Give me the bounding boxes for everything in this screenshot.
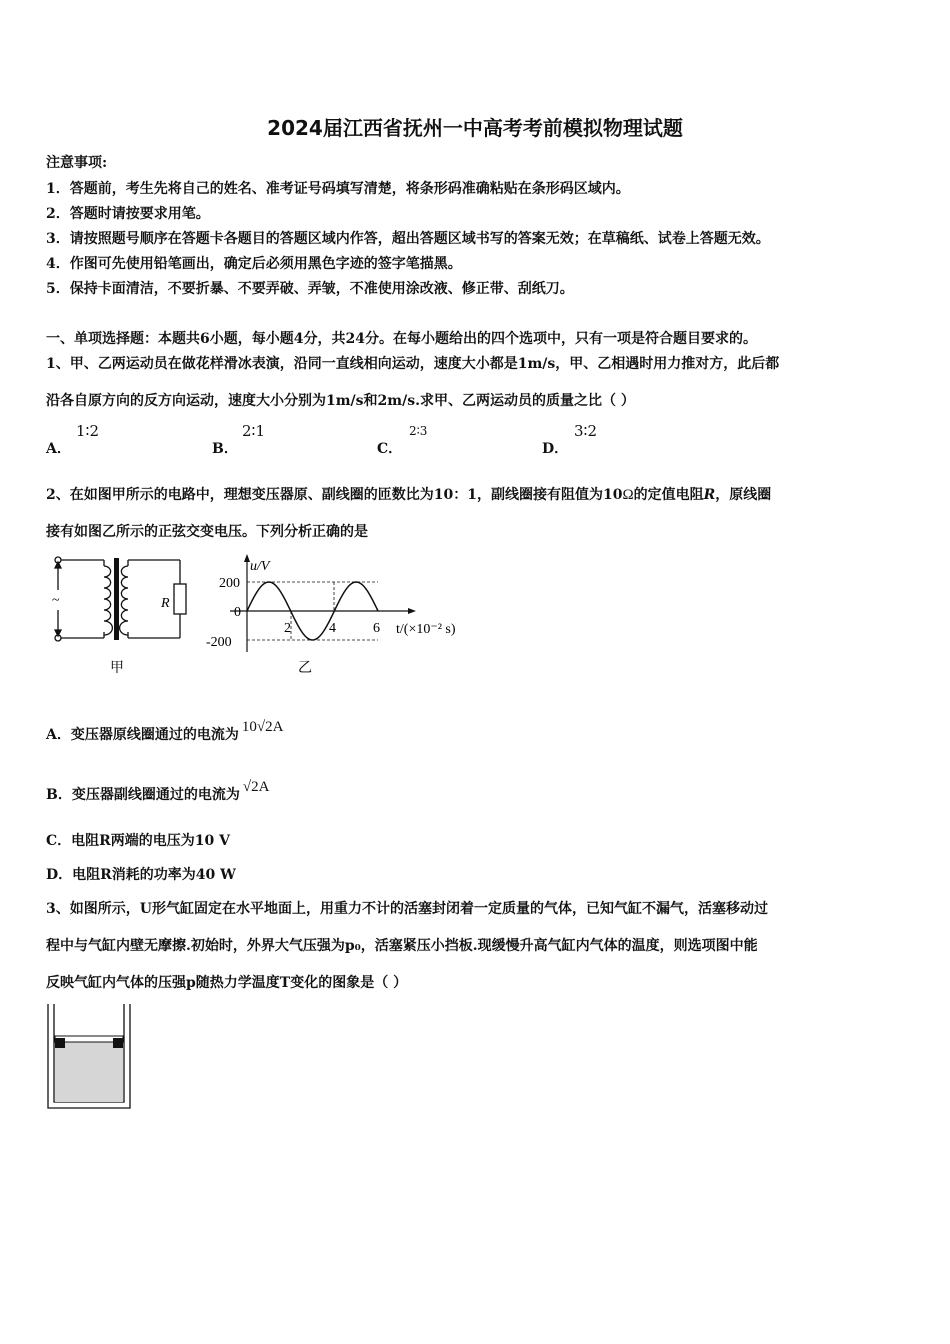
x-tick-label: 2 — [284, 621, 291, 636]
notice-item: 3．请按照题号顺序在答题卡各题目的答题区域内作答，超出答题区域书写的答案无效；在草稿纸、试卷上答题无效。 — [46, 231, 770, 247]
option-value: 1∶2 — [76, 422, 99, 440]
y-tick-label: -200 — [206, 635, 232, 650]
x-axis-arrow — [408, 608, 416, 614]
notice-heading: 注意事项: — [46, 155, 108, 171]
enclosed-gas — [55, 1038, 123, 1102]
piston — [55, 1036, 123, 1042]
x-tick-label: 6 — [373, 621, 380, 636]
option-value: 2∶1 — [242, 422, 265, 440]
graph-caption: 乙 — [298, 660, 312, 676]
circuit-caption: 甲 — [110, 660, 124, 676]
q2-stem-line1 — [46, 484, 771, 504]
secondary-coil — [120, 566, 128, 635]
q3-stem-line2: 程中与气缸内壁无摩擦.初始时，外界大气压强为p₀，活塞紧压小挡板.现缓慢升高气缸内气体的温度，则选项图中能 — [46, 938, 758, 954]
y-axis-label: u/V — [250, 559, 270, 574]
stopper-left — [55, 1038, 65, 1048]
q2-option-a[interactable] — [46, 719, 284, 744]
resistor — [174, 584, 186, 614]
option-label: C． — [377, 441, 403, 457]
x-tick-label: 4 — [329, 621, 336, 636]
option-value: 2∶3 — [409, 424, 428, 438]
resistor-symbol: R — [703, 487, 716, 503]
q2-text: 的定值电阻 — [633, 487, 704, 503]
notice-item: 2．答题时请按要求用笔。 — [46, 206, 210, 222]
q1-option-a[interactable] — [46, 422, 99, 458]
iron-core — [114, 558, 119, 640]
option-value: 10√2A — [241, 719, 284, 735]
option-label: A．变压器原线圈通过的电流为 — [46, 727, 239, 743]
q2-stem-line2: 接有如图乙所示的正弦交变电压。下列分析正确的是 — [46, 524, 368, 540]
y-tick-label: 200 — [219, 576, 240, 591]
q3-stem-line3: 反映气缸内气体的压强p随热力学温度T变化的图象是（ ） — [46, 975, 408, 991]
q1-stem-line1: 1、甲、乙两运动员在做花样滑冰表演，沿同一直线相向运动，速度大小都是1m/s，甲、乙相遇时用力推对方，此后都 — [46, 356, 780, 372]
q3-stem-line1: 3、如图所示，U形气缸固定在水平地面上，用重力不计的活塞封闭着一定质量的气体，已知气缸不漏气，活塞移动过 — [46, 901, 768, 917]
q2-text: ，原线圈 — [715, 487, 772, 503]
x-axis-label: t/(×10⁻² s) — [396, 622, 456, 637]
q2-option-d[interactable]: D．电阻R消耗的功率为40 W — [46, 867, 236, 883]
transformer-circuit-figure — [44, 552, 194, 677]
ohm-symbol: Ω — [622, 487, 634, 503]
primary-coil — [104, 566, 112, 635]
option-value: √2A — [242, 779, 270, 795]
q1-option-d[interactable] — [542, 422, 597, 458]
option-label: D． — [542, 441, 569, 457]
q2-option-b[interactable] — [46, 779, 270, 804]
notice-item: 1．答题前，考生先将自己的姓名、准考证号码填写清楚，将条形码准确粘贴在条形码区域内。 — [46, 181, 630, 197]
q1-option-c[interactable] — [377, 424, 428, 458]
q1-option-b[interactable] — [212, 422, 265, 458]
option-label: A． — [46, 441, 71, 457]
notice-item: 5．保持卡面清洁，不要折暴、不要弄破、弄皱，不准使用涂改液、修正带、刮纸刀。 — [46, 281, 574, 297]
q2-option-c[interactable]: C．电阻R两端的电压为10 V — [46, 833, 230, 849]
q1-stem-line2: 沿各自原方向的反方向运动，速度大小分别为1m/s和2m/s.求甲、乙两运动员的质量之比（ ） — [46, 393, 635, 409]
page-title: 2024届江西省抚州一中高考考前模拟物理试题 — [267, 116, 683, 140]
y-tick-label: 0 — [234, 605, 241, 620]
notice-item: 4．作图可先使用铅笔画出，确定后必须用黑色字迹的签字笔描黑。 — [46, 256, 462, 272]
voltage-graph-figure — [200, 552, 480, 677]
section-heading: 一、单项选择题：本题共6小题，每小题4分，共24分。在每小题给出的四个选项中，只有一项是符合题目要求的。 — [46, 331, 757, 347]
ac-source-symbol: ~ — [52, 593, 60, 608]
stopper-right — [113, 1038, 123, 1048]
option-value: 3∶2 — [574, 422, 597, 440]
q2-text: 2、在如图甲所示的电路中，理想变压器原、副线圈的匝数比为10：1，副线圈接有阻值为10 — [46, 487, 623, 503]
option-label: B．变压器副线圈通过的电流为 — [46, 787, 240, 803]
option-label: B． — [212, 441, 238, 457]
resistor-label: R — [161, 596, 170, 611]
gas-cylinder-figure — [44, 1002, 136, 1114]
